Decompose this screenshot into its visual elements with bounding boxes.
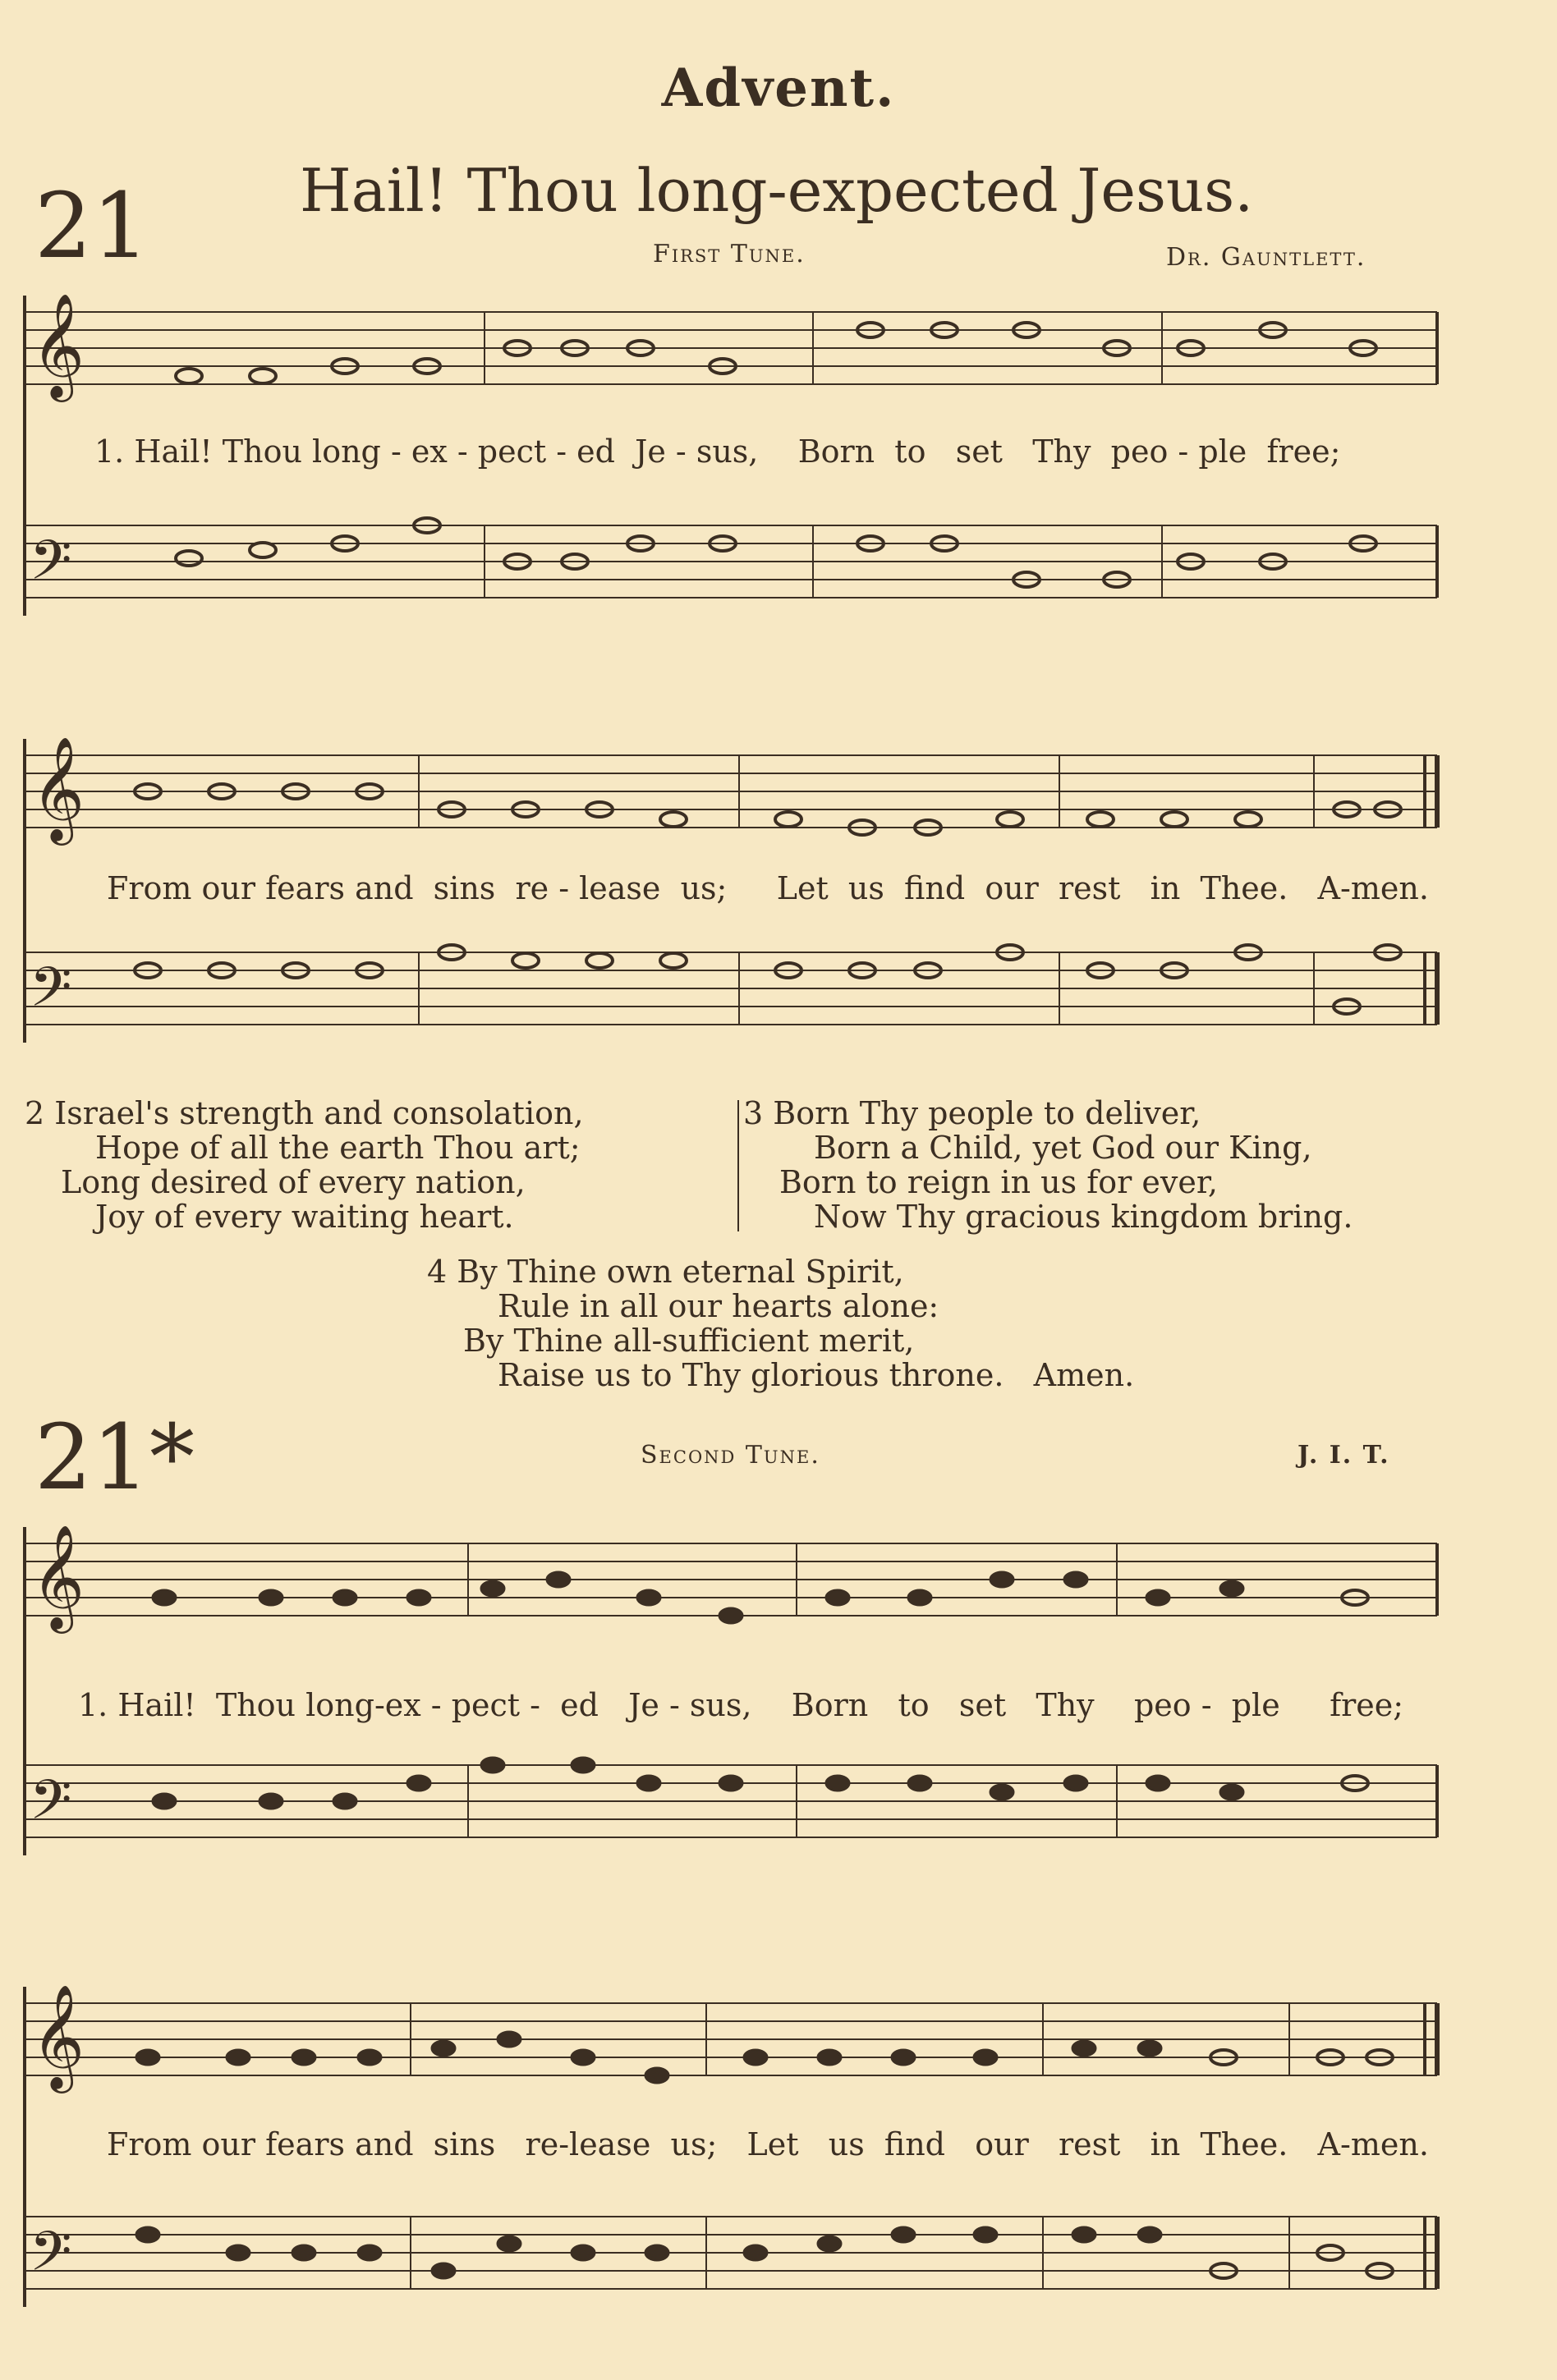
lyric-line: From our fears and sins re - lease us; Let us find our rest in Thee. A-men. (107, 870, 1429, 906)
svg-text:𝄢: 𝄢 (30, 529, 72, 605)
verse-number: 4 (427, 1254, 448, 1290)
tune-label: First Tune. (653, 240, 806, 268)
tune-label: Second Tune. (641, 1441, 820, 1470)
svg-text:𝄞: 𝄞 (31, 292, 85, 397)
verse-line: Born to reign in us for ever, (779, 1164, 1218, 1200)
verse-line: Born Thy people to deliver, (773, 1095, 1201, 1131)
hymn-number: 21 (34, 173, 149, 278)
svg-text:𝄞: 𝄞 (31, 1983, 85, 2089)
svg-text:𝄞: 𝄞 (31, 736, 85, 841)
lyric-line: From our fears and sins re-lease us; Let us find our rest in Thee. A-men. (107, 2126, 1429, 2162)
verse-line: Israel's strength and consolation, (54, 1095, 584, 1131)
verse-2 (25, 1096, 584, 1234)
hymn-title: Hail! Thou long-expected Jesus. (300, 156, 1254, 225)
section-heading: Advent. (661, 57, 896, 119)
verse-line: Hope of all the earth Thou art; (95, 1130, 581, 1166)
verse-line: Born a Child, yet God our King, (814, 1130, 1312, 1166)
lyric-line: 1. Hail! Thou long - ex - pect - ed Je - sus, Born to set Thy peo - ple free; (94, 433, 1341, 470)
verse-divider (737, 1100, 739, 1231)
verse-line: By Thine own eternal Spirit, (457, 1254, 904, 1290)
music-system-4 (16, 1970, 1445, 2364)
svg-text:𝄞: 𝄞 (31, 1524, 85, 1629)
verse-line: Raise us to Thy glorious throne. Amen. (498, 1357, 1135, 1393)
svg-text:𝄢: 𝄢 (30, 956, 72, 1032)
verse-line: Now Thy gracious kingdom bring. (814, 1199, 1353, 1235)
verse-line: By Thine all-sufficient merit, (463, 1323, 915, 1359)
svg-text:𝄢: 𝄢 (30, 2220, 72, 2296)
composer-name: J. I. T. (1298, 1441, 1390, 1470)
verse-line: Long desired of every nation, (61, 1164, 526, 1200)
verse-number: 2 (25, 1095, 45, 1131)
composer-name: Dr. Gauntlett. (1166, 243, 1366, 272)
lyric-line: 1. Hail! Thou long-ex - pect - ed Je - sus, Born to set Thy peo - ple free; (78, 1687, 1404, 1723)
verse-4 (427, 1254, 1134, 1392)
hymn-number: 21* (34, 1405, 195, 1510)
verse-line: Joy of every waiting heart. (95, 1199, 514, 1235)
verse-number: 3 (743, 1095, 764, 1131)
verse-3 (743, 1096, 1353, 1234)
verse-line: Rule in all our hearts alone: (498, 1288, 939, 1324)
svg-text:𝄢: 𝄢 (30, 1768, 72, 1845)
